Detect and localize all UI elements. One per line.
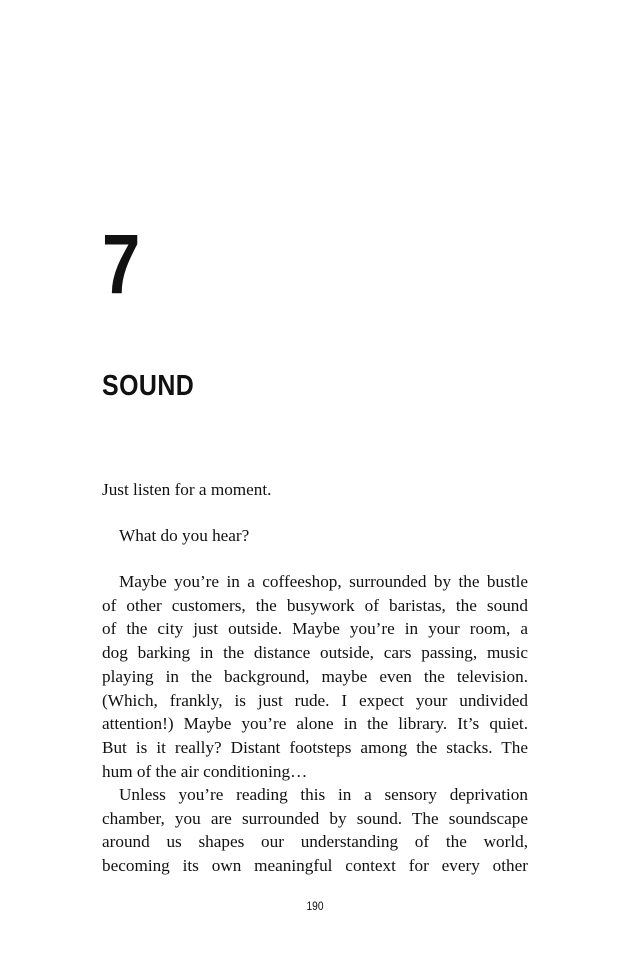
paragraph-line: (Which, frankly, is just rude. I expect your undivided [102, 690, 528, 710]
paragraph-line: attention!) Maybe you’re alone in the library. It’s quiet. [102, 714, 528, 734]
page-number: 190 [306, 899, 324, 913]
paragraph-line: of other customers, the busywork of baristas, the sound [102, 595, 528, 615]
paragraph-line: around us shapes our understanding of the world, [102, 832, 528, 852]
paragraph-line: hum of the air conditioning… [102, 761, 308, 781]
paragraph-line: of the city just outside. Maybe you’re in your room, a [102, 619, 528, 639]
paragraph-2 [102, 783, 528, 878]
paragraph-line: Maybe you’re in a coffeeshop, surrounded by the bustle [119, 572, 528, 591]
paragraph-line: chamber, you are surrounded by sound. The soundscape [102, 808, 528, 828]
paragraph-line: But is it really? Distant footsteps among the stacks. The [102, 737, 528, 757]
paragraph-line: Unless you’re reading this in a sensory deprivation [119, 785, 528, 804]
paragraph-line: becoming its own meaningful context for every other [102, 856, 528, 876]
chapter-title: SOUND [102, 370, 195, 402]
paragraph-line: dog barking in the distance outside, cars passing, music [102, 643, 528, 663]
paragraph-line: playing in the background, maybe even the television. [102, 666, 528, 686]
opening-line: Just listen for a moment. [102, 480, 272, 499]
paragraph-1 [102, 570, 528, 783]
chapter-number: 7 [102, 217, 141, 311]
question-line: What do you hear? [119, 526, 250, 545]
